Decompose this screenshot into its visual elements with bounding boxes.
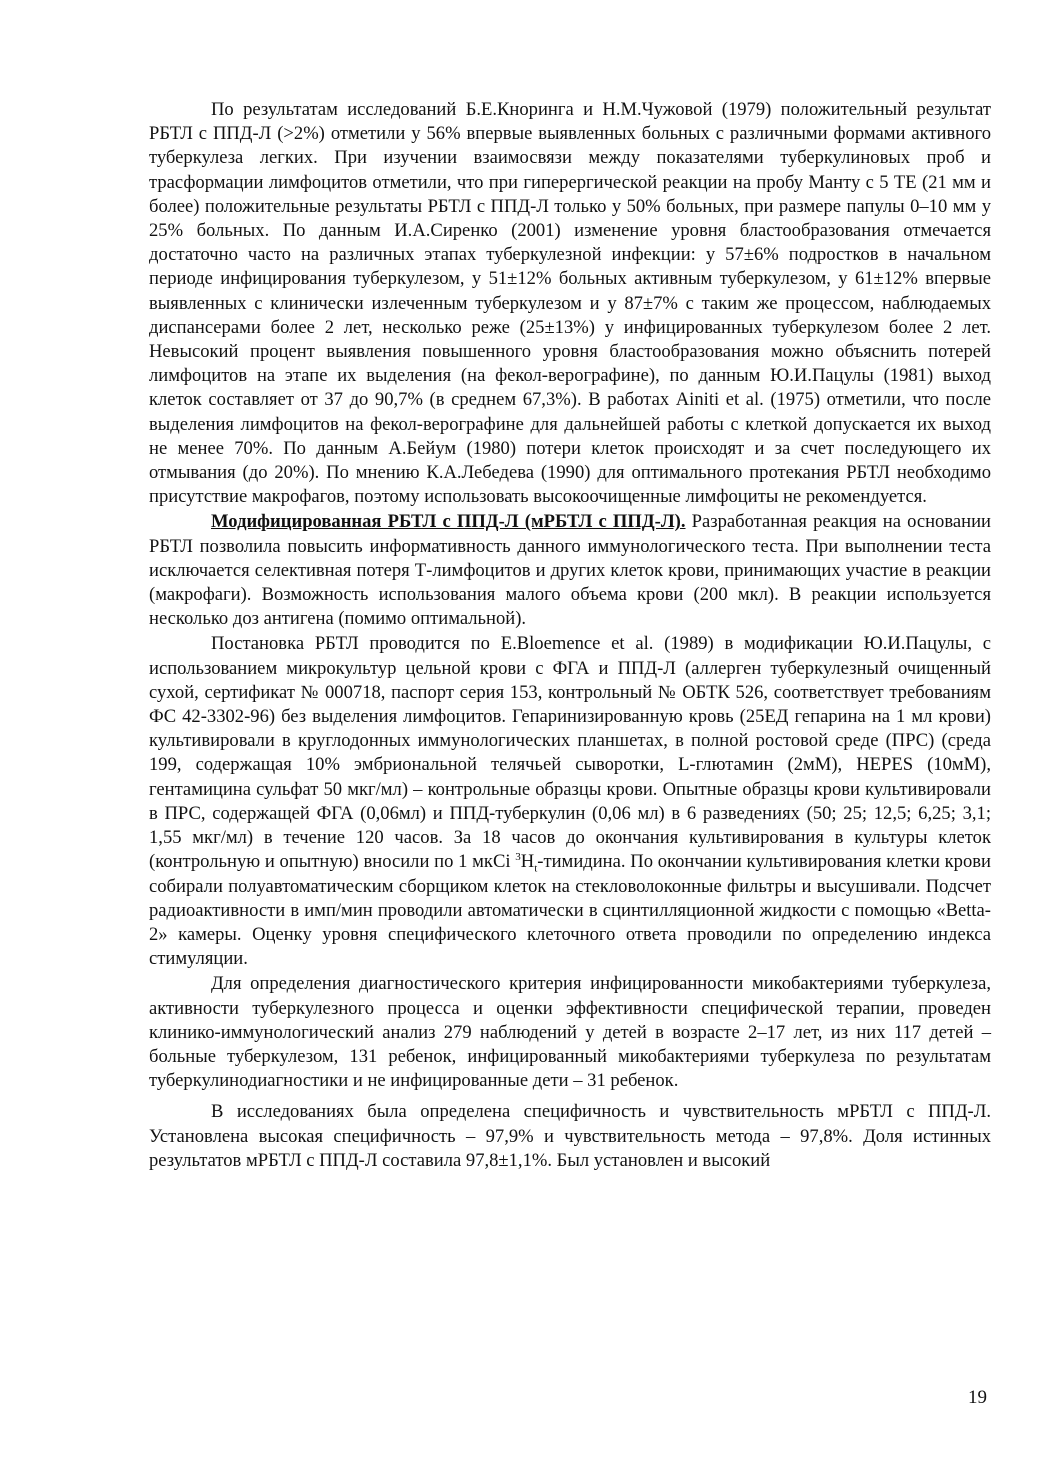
paragraph-method — [149, 632, 991, 971]
isotope-superscript: 3 — [515, 851, 521, 864]
paragraph-literature-review: По результатам исследований Б.Е.Кноринга и Н.М.Чужовой (1979) положительный результат РБТЛ с ППД-Л (>2%) отметили у 56% впервые выявленных больных с различными формами активного туберкулеза легких. При изучении взаимосвязи между показателями туберкулиновых проб и трасформации лимфоцитов отметили, что при гиперергической реакции на пробу Манту с 5 ТЕ (21 мм и более) положительные результаты РБТЛ с ППД-Л только у 50% больных, при размере папулы 0–10 мм у 25% больных. По данным И.А.Сиренко (2001) изменение уровня бластообразования отмечается достаточно часто на различных этапах туберкулезной инфекции: у 57±6% подростков в начальном периоде инфицирования туберкулезом, у 51±12% больных активным туберкулезом, у 61±12% впервые выявленных с клинически излеченным туберкулезом и у 87±7% с таким же процессом, наблюдаемых диспансерами более 2 лет, несколько реже (25±13%) у инфицированных туберкулезом более 2 лет. Невысокий процент выявления повышенного уровня бластообразования можно объяснить потерей лимфоцитов на этапе их выделения (на фекол-верографине), по данным Ю.И.Пацулы (1981) выход клеток составляет от 37 до 90,7% (в среднем 67,3%). В работах Ainiti et al. (1975) отметили, что после выделения лимфоцитов на фекол-верографине для дальнейшей работы с клеткой допускается их выход не менее 70%. По данным А.Бейум (1980) потери клеток происходят и за счет последующего их отмывания (до 20%). По мнению К.А.Лебедева (1990) для оптимального протекания РБТЛ необходимо присутствие макрофагов, поэтому использовать высокоочищенные лимфоциты не рекомендуется. — [149, 99, 991, 508]
isotope-symbol: H — [520, 851, 535, 873]
method-text-after: -тимидина. По окончании культивирования клетки крови собирали полуавтоматическим сборщиком клеток на стекловолоконные фильтры и высушивали. Подсчет радиоактивности в имп/мин проводили автоматически в сцинтилляционной жидкости с помощью «Betta-2» камеры. Оценку уровня специфического клеточного ответа проводили по определению индекса стимуляции. — [149, 851, 992, 970]
section-text: Разработанная реакция на основании РБТЛ позволила повысить информативность данного иммунологического теста. При выполнении теста исключается селективная потеря Т-лимфоцитов и других клеток крови, принимающих участие в реакции (макрофаги). Возможность использования малого объема крови (200 мкл). В реакции используется несколько доз антигена (помимо оптимальной). — [149, 511, 991, 630]
section-heading: Модифицированная РБТЛ с ППД-Л (мРБТЛ с ППД-Л). — [211, 511, 686, 533]
page-body — [149, 98, 991, 1173]
page-number: 19 — [968, 1387, 987, 1408]
paragraph-modified-rbtl — [149, 510, 991, 631]
paragraph-criteria: Для определения диагностического критерия инфицированности микобактериями туберкулеза, активности туберкулезного процесса и оценки эффективности специфической терапии, проведен клинико-иммунологический анализ 279 наблюдений у детей в возрасте 2–17 лет, из них 117 детей – больные туберкулезом, 131 ребенок, инфицированный микобактериями туберкулеза по результатам туберкулинодиагностики и не инфицированные дети – 31 ребенок. — [149, 973, 991, 1092]
isotope-subscript: t — [534, 863, 538, 876]
paragraph-results: В исследованиях была определена специфичность и чувствительность мРБТЛ с ППД-Л. Установлена высокая специфичность – 97,9% и чувствительность метода – 97,8%. Доля истинных результатов мРБТЛ с ППД-Л составила 97,8±1,1%. Был установлен и высокий — [149, 1101, 991, 1171]
method-text-before: Постановка РБТЛ проводится по E.Bloemence et al. (1989) в модификации Ю.И.Пацулы, с использованием микрокультур цельной крови с ФГА и ППД-Л (аллерген туберкулезный очищенный сухой, сертификат № 000718, паспорт серия 153, контрольный № ОБТК 526, соответствует требованиям ФС 42-3302-96) без выделения лимфоцитов. Гепаринизированную кровь (25ЕД гепарина на 1 мл крови) культивировали в круглодонных иммунологических планшетах, в полной ростовой среде (ПРС) (среда 199, содержащая 10% эмбриональной телячьей сыворотки, L-глютамин (2мМ), HEPES (10мМ), гентамицина сульфат 50 мкг/мл) – контрольные образцы крови. Опытные образцы крови культивировали в ПРС, содержащей ФГА (0,06мл) и ППД-туберкулин (0,06 мл) в 6 разведениях (50; 25; 12,5; 6,25; 3,1; 1,55 мкг/мл) в течение 120 часов. За 18 часов до окончания культивирования в культуры клеток (контрольную и опытную) вносили по 1 мкCi — [149, 633, 991, 873]
